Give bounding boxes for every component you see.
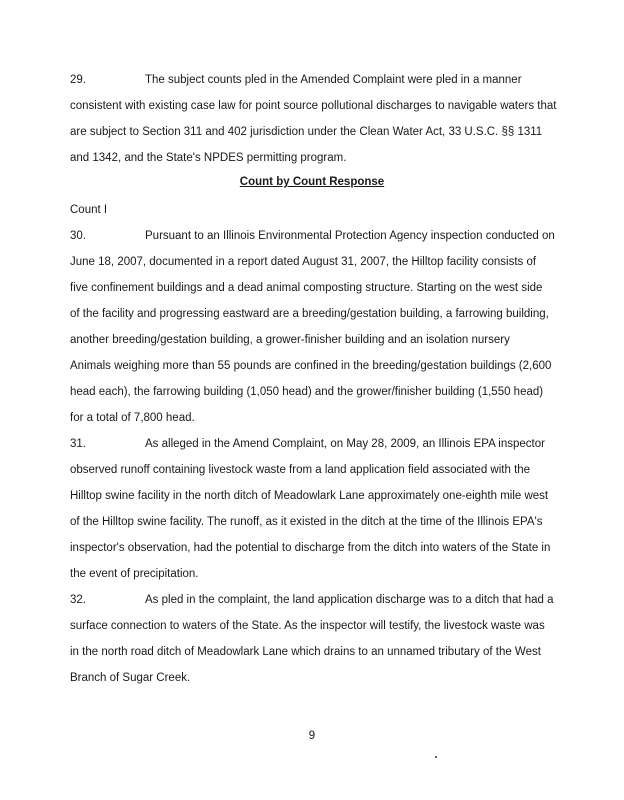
scan-speck <box>435 756 437 758</box>
count-label: Count I <box>70 204 108 216</box>
paragraph-line: Animals weighing more than 55 pounds are confined in the breeding/gestation buildings (2,600 <box>70 360 552 372</box>
paragraph-line: for a total of 7,800 head. <box>70 412 195 424</box>
paragraph-line: inspector's observation, had the potential to discharge from the ditch into waters of the State in <box>70 542 551 554</box>
paragraph-line: and 1342, and the State's NPDES permitting program. <box>70 152 347 164</box>
paragraph-text: As pled in the complaint, the land application discharge was to a ditch that had a <box>145 594 554 606</box>
paragraph-line: consistent with existing case law for point source pollutional discharges to navigable waters that <box>70 100 557 112</box>
page-number: 9 <box>308 730 316 742</box>
paragraph-text: Pursuant to an Illinois Environmental Protection Agency inspection conducted on <box>145 230 555 242</box>
paragraph-number: 32. <box>70 594 86 606</box>
paragraph-line: Hilltop swine facility in the north ditch of Meadowlark Lane approximately one-eighth mile west <box>70 490 549 502</box>
paragraph-number: 29. <box>70 74 86 86</box>
paragraph-line: surface connection to waters of the State. As the inspector will testify, the livestock waste was <box>70 620 545 632</box>
paragraph-line: Branch of Sugar Creek. <box>70 672 191 684</box>
paragraph-line: the event of precipitation. <box>70 568 199 580</box>
paragraph-line: head each), the farrowing building (1,050 head) and the grower/finisher building (1,550 head) <box>70 386 544 398</box>
paragraph-line: of the facility and progressing eastward are a breeding/gestation building, a farrowing building, <box>70 308 549 320</box>
paragraph-number: 31. <box>70 438 86 450</box>
paragraph-line: June 18, 2007, documented in a report dated August 31, 2007, the Hilltop facility consists of <box>70 256 537 268</box>
paragraph-line: are subject to Section 311 and 402 jurisdiction under the Clean Water Act, 33 U.S.C. §§ 1311 <box>70 126 543 138</box>
section-heading: Count by Count Response <box>239 176 385 188</box>
paragraph-line: another breeding/gestation building, a grower-finisher building and an isolation nursery <box>70 334 510 346</box>
paragraph-text: As alleged in the Amend Complaint, on May 28, 2009, an Illinois EPA inspector <box>145 438 545 450</box>
paragraph-text: The subject counts pled in the Amended Complaint were pled in a manner <box>145 74 522 86</box>
paragraph-number: 30. <box>70 230 86 242</box>
paragraph-line: of the Hilltop swine facility. The runoff, as it existed in the ditch at the time of the Illinois EPA's <box>70 516 543 528</box>
paragraph-line: five confinement buildings and a dead animal composting structure. Starting on the west side <box>70 282 543 294</box>
paragraph-line: in the north road ditch of Meadowlark Lane which drains to an unnamed tributary of the West <box>70 646 541 658</box>
paragraph-line: observed runoff containing livestock waste from a land application field associated with the <box>70 464 531 476</box>
